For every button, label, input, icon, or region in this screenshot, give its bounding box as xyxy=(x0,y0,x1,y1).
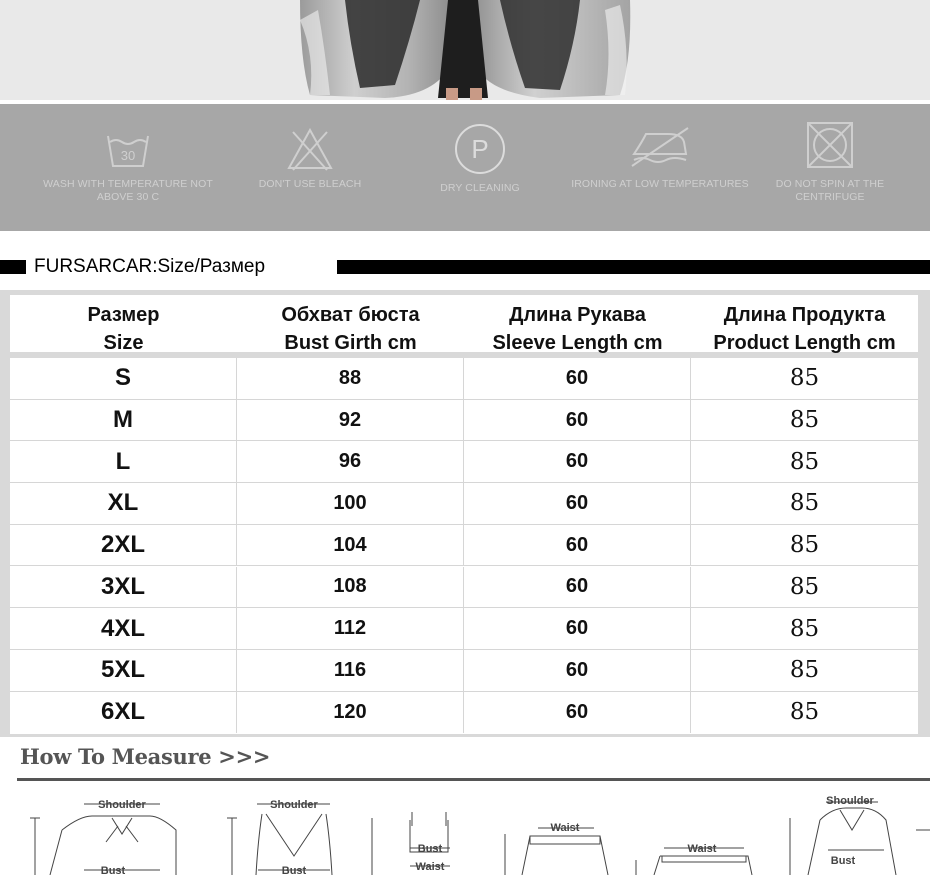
size-cell: M xyxy=(10,400,237,441)
sleeve-cell: 60 xyxy=(464,400,691,441)
length-cell: 85 xyxy=(789,615,820,642)
header-bust-en: Bust Girth cm xyxy=(284,332,417,354)
length-cell: 85 xyxy=(789,407,820,434)
care-label-iron: IRONING AT LOW TEMPERATURES xyxy=(571,178,749,190)
label-waist-5: Waist xyxy=(687,843,717,855)
table-row xyxy=(10,567,918,609)
label-bust-3: Bust xyxy=(417,843,443,855)
size-table-body xyxy=(10,358,918,734)
size-section-title: FURSARCAR:Size/Размер xyxy=(34,256,266,277)
care-label-spin: DO NOT SPIN AT THE CENTRIFUGE xyxy=(775,178,885,203)
sleeve-cell: 60 xyxy=(464,441,691,482)
care-label-dry-clean: DRY CLEANING xyxy=(440,182,520,194)
measure-sketches xyxy=(0,790,930,875)
header-bust xyxy=(237,301,464,357)
dry-clean-p-icon xyxy=(453,122,507,176)
sleeve-cell: 60 xyxy=(464,692,691,734)
table-row xyxy=(10,441,918,483)
sketch-vest xyxy=(227,804,332,875)
no-spin-icon xyxy=(805,120,855,170)
label-bust-6: Bust xyxy=(830,855,856,867)
table-row xyxy=(10,483,918,525)
header-length xyxy=(691,301,918,357)
table-row xyxy=(10,525,918,567)
care-label-wash: WASH WITH TEMPERATURE NOT ABOVE 30 C xyxy=(43,178,213,203)
care-item-bleach xyxy=(220,104,400,231)
measure-divider xyxy=(17,778,930,781)
care-item-iron xyxy=(570,104,750,231)
sleeve-cell: 60 xyxy=(464,525,691,566)
size-cell: 5XL xyxy=(10,650,237,691)
care-item-dry-clean xyxy=(390,104,570,231)
label-bust-1: Bust xyxy=(100,865,126,875)
how-to-measure-section xyxy=(0,740,930,875)
bust-cell: 88 xyxy=(237,358,464,399)
table-row xyxy=(10,358,918,400)
sleeve-cell: 60 xyxy=(464,358,691,399)
header-bust-ru: Обхват бюста xyxy=(281,304,420,326)
size-cell: XL xyxy=(10,483,237,524)
care-label-bleach: DON'T USE BLEACH xyxy=(258,178,362,190)
header-bar-left xyxy=(0,260,26,274)
length-cell: 85 xyxy=(789,532,820,559)
size-table-header xyxy=(10,295,918,352)
length-cell: 85 xyxy=(789,448,820,475)
bust-cell: 120 xyxy=(237,692,464,734)
bust-cell: 108 xyxy=(237,567,464,608)
label-shoulder-2: Shoulder xyxy=(270,799,318,811)
header-sleeve-ru: Длина Рукава xyxy=(509,304,646,326)
label-bust-2: Bust xyxy=(281,865,307,875)
length-cell: 85 xyxy=(789,573,820,600)
bust-cell: 100 xyxy=(237,483,464,524)
length-cell: 85 xyxy=(789,490,820,517)
label-waist-4: Waist xyxy=(550,822,580,834)
no-bleach-icon xyxy=(285,126,335,172)
how-to-measure-title: How To Measure >>> xyxy=(20,744,271,769)
bust-cell: 104 xyxy=(237,525,464,566)
wash-30-icon xyxy=(104,128,152,170)
table-row xyxy=(10,400,918,442)
header-length-en: Product Length cm xyxy=(713,332,896,354)
header-size xyxy=(10,301,237,357)
iron-low-icon xyxy=(628,124,692,170)
size-cell: 3XL xyxy=(10,567,237,608)
care-item-spin xyxy=(740,104,920,231)
header-size-ru: Размер xyxy=(87,304,160,326)
size-cell: L xyxy=(10,441,237,482)
label-shoulder-6: Shoulder xyxy=(826,795,874,807)
sketch-skirt xyxy=(505,828,608,875)
size-cell: 4XL xyxy=(10,608,237,649)
label-waist-3: Waist xyxy=(415,861,445,873)
length-cell: 85 xyxy=(789,657,820,684)
label-shoulder-1: Shoulder xyxy=(98,799,146,811)
table-row xyxy=(10,650,918,692)
size-cell: 2XL xyxy=(10,525,237,566)
size-table xyxy=(0,290,930,737)
bust-cell: 112 xyxy=(237,608,464,649)
header-bar-right xyxy=(337,260,930,274)
table-row xyxy=(10,608,918,650)
table-row xyxy=(10,692,918,734)
care-instructions-band xyxy=(0,104,930,231)
sleeve-cell: 60 xyxy=(464,608,691,649)
dry-clean-letter: P xyxy=(471,134,489,164)
care-item-wash xyxy=(38,104,218,231)
header-sleeve-en: Sleeve Length cm xyxy=(492,332,663,354)
bust-cell: 96 xyxy=(237,441,464,482)
wash-temp-text: 30 xyxy=(120,148,136,163)
size-cell: S xyxy=(10,358,237,399)
sketch-jacket xyxy=(790,802,930,875)
size-cell: 6XL xyxy=(10,692,237,734)
length-cell: 85 xyxy=(789,365,820,392)
sleeve-cell: 60 xyxy=(464,650,691,691)
bust-cell: 116 xyxy=(237,650,464,691)
header-length-ru: Длина Продукта xyxy=(723,304,886,326)
bust-cell: 92 xyxy=(237,400,464,441)
header-size-en: Size xyxy=(103,332,144,354)
sleeve-cell: 60 xyxy=(464,567,691,608)
size-section-header xyxy=(0,257,930,279)
product-photo xyxy=(0,0,930,100)
length-cell: 85 xyxy=(789,699,820,726)
header-sleeve xyxy=(464,301,691,357)
sleeve-cell: 60 xyxy=(464,483,691,524)
